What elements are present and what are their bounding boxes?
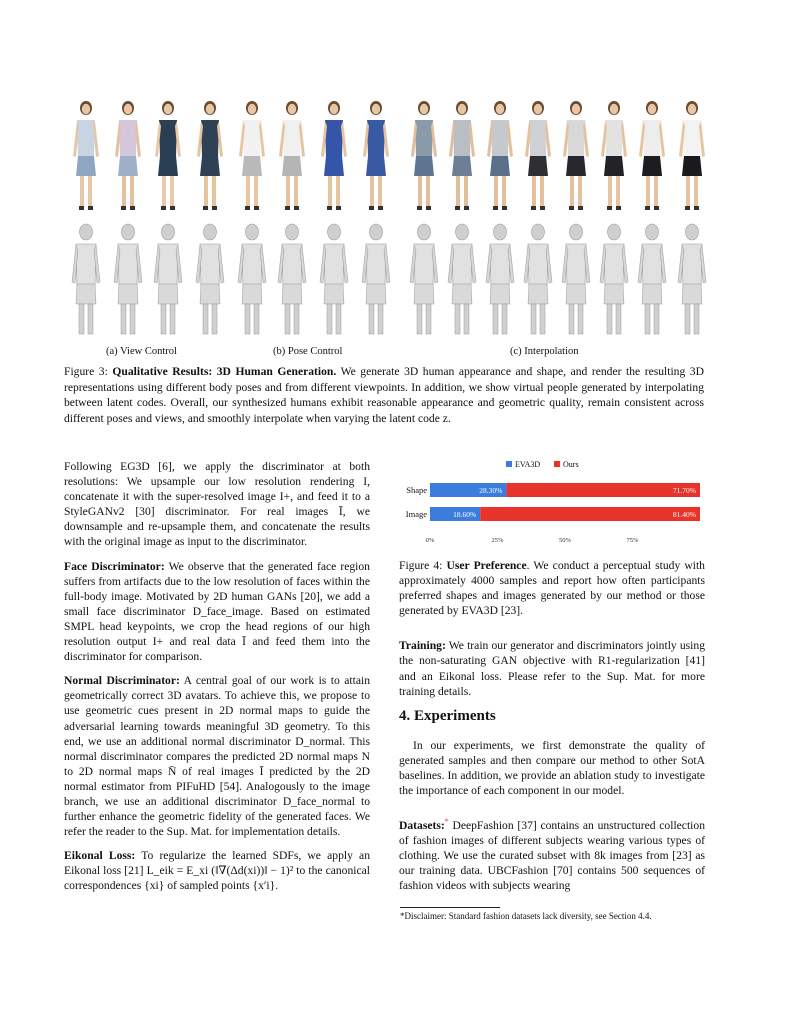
legend-label-eva3d: EVA3D: [515, 460, 541, 469]
person-geometry: [72, 224, 100, 334]
person-geometry: [196, 224, 224, 334]
figure4-caption-title: User Preference: [446, 559, 527, 572]
paragraph-eikonal: [64, 848, 370, 893]
footnote-marker: *: [444, 817, 449, 827]
datasets-body: DeepFashion [37] contains an unstructured collection of fashion images of different subjects wearing various types of clothing. We use the curated subset with 8k images from [23] as our training data. UBCFashion [70] contains 500 sequences of fashion videos with subjects wearing: [399, 819, 705, 893]
training-body: We train our generator and discriminators jointly using the non-saturating GAN objective with R1-regularization [41] and an Eikonal loss. Please refer to the Sup. Mat. for more training details.: [399, 639, 705, 698]
section-title-experiments: 4. Experiments: [399, 707, 496, 724]
category-label-shape: Shape: [406, 485, 427, 495]
person-geometry: [638, 224, 666, 334]
footnote-disclaimer: *Disclaimer: Standard fashion datasets lack diversity, see Section 4.4.: [400, 911, 652, 921]
figure3-caption-body: We generate 3D human appearance and shape, and render the resulting 3D representations using different body poses and from different viewpoints. In addition, we show virtual people generated by interpolating between latent codes. Overall, our synthesized humans exhibit reasonable appearance and geometric quality, remain consistent across different poses and views, and smoothly interpolate when varying the latent code z.: [64, 365, 704, 425]
subfigure-c-label: (c) Interpolation: [510, 346, 579, 357]
person-geometry: [362, 224, 390, 334]
person-render: [525, 101, 551, 210]
eikonal-title: Eikonal Loss:: [64, 849, 136, 863]
person-geometry: [524, 224, 552, 334]
normal-discriminator-title: Normal Discriminator:: [64, 674, 180, 688]
face-discriminator-title: Face Discriminator:: [64, 559, 165, 573]
figure3-caption-prefix: Figure 3:: [64, 365, 113, 378]
legend-swatch-ours: [554, 461, 560, 467]
datasets-title: Datasets:: [399, 819, 445, 833]
person-render: [363, 101, 389, 210]
person-render: [411, 101, 437, 210]
person-render: [73, 101, 99, 210]
data-label-eva3d-image: 18.60%: [453, 510, 477, 519]
x-tick-label: 0%: [425, 537, 435, 544]
eikonal-body: To regularize the learned SDFs, we apply an Eikonal loss [21] L_eik = E_xi (‖∇(Δd(xi))‖ − 1)² to the canonical correspondences {xi} of sampled points {x′i}.: [64, 849, 370, 893]
person-render: [155, 101, 181, 210]
figure4-chart: [398, 458, 708, 550]
paragraph-eg3d: Following EG3D [6], we apply the discriminator at both resolutions: We upsample our low resolution rendering I, concatenate it with the super-resolved image I+, and feed it to a StyleGANv2 [30] discriminator. For real images Ī, we downsample and re-upsample them, and concatenate the results with the original image as input to the discriminator.: [64, 460, 370, 549]
paragraph-datasets: [399, 814, 705, 893]
data-label-ours-image: 81.40%: [672, 510, 696, 519]
person-geometry: [320, 224, 348, 334]
legend-label-ours: Ours: [563, 460, 579, 469]
person-render: [279, 101, 305, 210]
person-geometry: [486, 224, 514, 334]
subfigure-b-label: (b) Pose Control: [273, 346, 343, 357]
x-tick-label: 50%: [559, 537, 571, 544]
person-render: [487, 101, 513, 210]
person-geometry: [278, 224, 306, 334]
person-render: [563, 101, 589, 210]
person-render: [115, 101, 141, 210]
person-geometry: [600, 224, 628, 334]
paragraph-training: [399, 638, 705, 698]
figure3-image-grid: [64, 96, 708, 336]
bar-ours-image: [480, 507, 700, 521]
person-render: [679, 101, 705, 210]
person-geometry: [114, 224, 142, 334]
person-geometry: [238, 224, 266, 334]
paragraph-face-discriminator: [64, 559, 370, 665]
bar-ours-shape: [506, 483, 700, 497]
person-geometry: [410, 224, 438, 334]
person-render: [197, 101, 223, 210]
footnote-divider: [400, 907, 500, 908]
person-geometry: [154, 224, 182, 334]
paragraph-experiments: In our experiments, we first demonstrate the quality of generated samples and then compare our method to other SotA baselines. In addition, we provide an ablation study to investigate the importance of each component in our model.: [399, 738, 705, 798]
figure4-caption: [399, 558, 705, 618]
person-render: [449, 101, 475, 210]
figure3-caption: [64, 364, 704, 426]
category-label-image: Image: [405, 509, 427, 519]
data-label-ours-shape: 71.70%: [672, 486, 696, 495]
person-render: [601, 101, 627, 210]
normal-discriminator-body: A central goal of our work is to attain geometrically correct 3D avatars. To achieve this, we propose to use geometric cues present in 2D normal maps to guide the adversarial learning towards meaningful 3D geometry. To this end, we use an additional normal discriminator D_normal. This normal discriminator compares the predicted 2D normal maps N to 2D normal maps N̄ of real images Ī predicted by the 2D normal estimator from PIFuHD [54]. Analogously to the image branch, we use an additional discriminator D_face_normal to further enhance the geometric fidelity of the generated faces. We refer the reader to the Sup. Mat. for implementation details.: [64, 674, 370, 839]
person-geometry: [678, 224, 706, 334]
legend-swatch-eva3d: [506, 461, 512, 467]
face-discriminator-body: We observe that the generated face region suffers from artifacts due to the low resolution of faces within the full-body image. Motivated by 2D human GANs [20], we add a small face discriminator D_face_image. Based on estimated SMPL head keypoints, we crop the head regions of our high resolution output I+ and real data Ī and feed them into the discriminator for comparison.: [64, 559, 370, 664]
subfigure-a-label: (a) View Control: [106, 346, 177, 357]
figure3-caption-title: Qualitative Results: 3D Human Generation.: [112, 365, 337, 378]
left-column: [64, 459, 370, 903]
person-render: [639, 101, 665, 210]
x-tick-label: 25%: [491, 537, 504, 544]
person-geometry: [448, 224, 476, 334]
person-geometry: [562, 224, 590, 334]
right-column: [399, 558, 705, 903]
person-render: [321, 101, 347, 210]
person-render: [239, 101, 265, 210]
data-label-eva3d-shape: 28.30%: [479, 486, 503, 495]
training-title: Training:: [399, 639, 446, 653]
figure4-caption-prefix: Figure 4:: [399, 559, 447, 572]
figure4-caption-body: . We conduct a perceptual study with approximately 4000 samples and report how often participants preferred shapes and images generated by our method or those generated by EVA3D [23].: [399, 559, 705, 618]
x-tick-label: 75%: [626, 537, 639, 544]
paragraph-normal-discriminator: [64, 673, 370, 839]
